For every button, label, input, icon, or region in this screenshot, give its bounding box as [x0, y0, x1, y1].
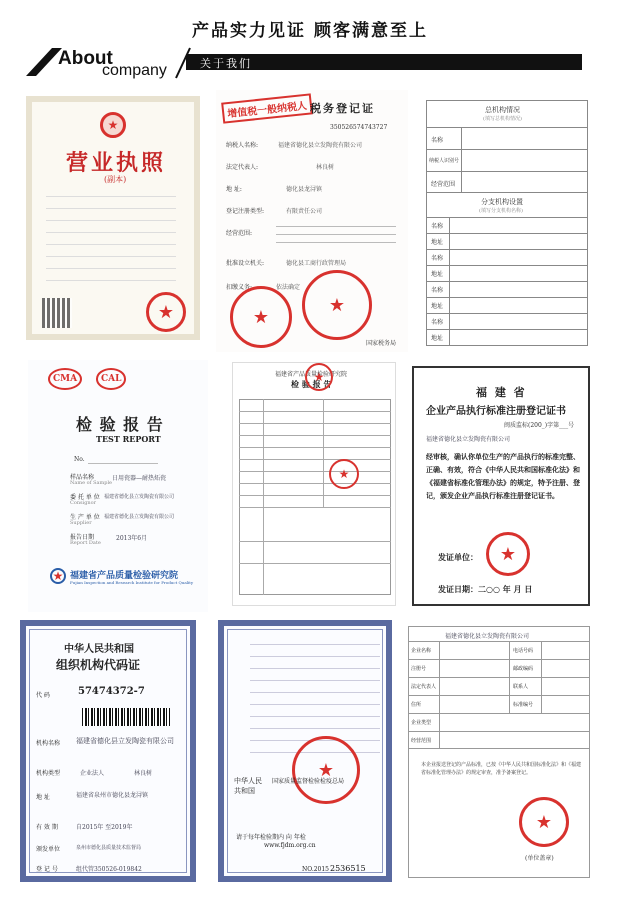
tax-field-value: 福建省德化县立发陶瓷有限公司	[278, 142, 363, 149]
institute-logo-icon	[50, 568, 66, 584]
org-back-website: www.fjdm.org.cn	[264, 842, 316, 849]
tax-issuer: 国家税务局	[366, 340, 397, 347]
tax-field-value: 依法确定	[276, 284, 301, 291]
registration-form	[408, 626, 590, 878]
report-field-label: 样品名称	[70, 474, 95, 481]
branch-label: 名称	[431, 319, 444, 326]
tax-bureau-seal-icon	[230, 286, 292, 348]
std-company: 福建省德化县立发陶瓷有限公司	[426, 436, 511, 443]
report-field-value: 日用瓷器—耐热炻瓷	[112, 475, 167, 482]
inspection-report	[232, 362, 396, 606]
report-field-label: 委 托 单 位	[70, 494, 100, 501]
org-legal-rep: 林良树	[134, 770, 153, 777]
reg-form-note: 本企业报送登记的产品标准，已按《中华人民共和国标准化法》和《福建省标准化管理办法》的规定审查，准予备案登记。	[421, 762, 582, 776]
reg-form-right-label: 电话号码	[513, 648, 534, 654]
report-title: 检 验 报 告	[76, 415, 164, 434]
tax-field-label: 批准设立机关:	[226, 260, 265, 267]
inspection-seal-icon	[305, 363, 333, 391]
org-address-value: 福建省泉州市德化县龙浔镇	[76, 792, 149, 799]
org-back-issuer: 国家质量监督检验检疫总局	[272, 778, 345, 785]
branch-label: 名称	[431, 255, 444, 262]
report-field-label: 报告日期	[70, 534, 95, 541]
org-code-value: 57474372-7	[78, 686, 145, 697]
about-company-banner	[22, 44, 582, 80]
inspection-header: 福建省产品质量检验研究院	[275, 371, 348, 378]
tax-field-value: 德化县工商行政管理局	[286, 260, 347, 267]
branch-info-form	[426, 100, 588, 346]
org-field-label: 颁发单位	[36, 846, 61, 853]
org-code-certificate-back	[218, 620, 392, 882]
org-field-label: 登 记 号	[36, 866, 58, 873]
reg-form-label: 经营范围	[411, 738, 432, 744]
reg-form-right-label: 标准编号	[513, 702, 534, 708]
org-code-certificate	[20, 620, 196, 882]
report-field-label-en: Report Date	[70, 540, 101, 546]
reg-form-seal-icon	[519, 797, 569, 847]
tax-field-value: 林良树	[316, 164, 335, 171]
org-back-serial: 2536515	[330, 864, 366, 873]
org-title-1: 中华人民共和国	[64, 644, 134, 655]
test-report	[28, 360, 208, 612]
qr-code-icon	[42, 298, 72, 328]
reg-form-label: 企业类型	[411, 720, 432, 726]
report-no-label: No.	[74, 456, 85, 463]
tax-field-label: 地 址:	[226, 186, 242, 193]
license-title: 营业执照	[66, 150, 167, 176]
org-back-country: 中华人民共和国	[234, 777, 262, 795]
org-field-label: 机构类型	[36, 770, 61, 777]
org-field-value: 自2015年 至2019年	[76, 824, 133, 831]
about-title-cn: 关于我们	[200, 57, 252, 70]
report-field-value: 福建省德化县立发陶瓷有限公司	[104, 494, 175, 500]
cal-logo: CAL	[96, 368, 126, 390]
general-taxpayer-stamp: 增值税一般纳税人	[221, 93, 313, 123]
license-subtitle: (副本)	[104, 175, 127, 184]
org-back-serial-prefix: NO.2015	[302, 866, 329, 873]
barcode-icon	[82, 708, 170, 726]
report-field-value: 福建省德化县立发陶瓷有限公司	[104, 514, 175, 520]
reg-form-header: 福建省德化县立发陶瓷有限公司	[445, 633, 530, 640]
reg-form-label: 法定代表人	[411, 684, 437, 690]
branch-title-1: 总机构情况	[485, 106, 520, 114]
reg-form-label: 注册号	[411, 666, 427, 672]
org-field-label: 有 效 期	[36, 824, 58, 831]
about-subtitle-en: company	[102, 62, 167, 79]
branch-label: 地址	[431, 303, 444, 310]
tax-field-label: 登记注册类型:	[226, 208, 265, 215]
slogan: 产品实力见证 顾客满意至上	[192, 21, 428, 41]
std-issuer-label: 发证单位：	[438, 552, 478, 562]
org-code-label: 代 码	[36, 692, 50, 699]
branch-label: 地址	[431, 271, 444, 278]
std-reg-no: 闽质监标(200_)字第___号	[504, 422, 575, 429]
cma-logo: CMA	[48, 368, 82, 390]
branch-label: 名称	[431, 223, 444, 230]
branch-row-label: 名称	[431, 137, 444, 144]
tax-field-value: 德化县龙浔镇	[286, 186, 323, 193]
tax-field-label: 纳税人名称:	[226, 142, 259, 149]
tax-bureau-seal-2-icon	[302, 270, 372, 340]
org-back-notes: 请于每年检验期内 向 年检	[236, 834, 306, 841]
branch-title-1-sub: (填写总机构情况)	[483, 116, 522, 122]
tax-field-label: 法定代表人:	[226, 164, 259, 171]
org-field-value: 泉州市德化县质量技术监督局	[76, 845, 142, 851]
report-field-label-en: Supplier	[70, 520, 92, 526]
license-seal-icon	[146, 292, 186, 332]
inspection-title: 检 验 报 告	[291, 379, 332, 389]
branch-row-label: 经营范围	[431, 181, 456, 188]
branch-title-2: 分支机构设置	[481, 198, 523, 206]
branch-label: 地址	[431, 335, 444, 342]
tax-field-value: 有限责任公司	[286, 208, 323, 215]
report-field-label-en: Consignor	[70, 500, 97, 506]
reg-form-label: 企业名称	[411, 648, 432, 654]
national-emblem-seal-icon	[292, 736, 360, 804]
report-field-label: 生 产 单 位	[70, 514, 100, 521]
tax-title: 税务登记证	[310, 102, 375, 115]
tax-number: 350526574743727	[330, 124, 388, 131]
org-field-value: 企业法人	[80, 770, 105, 777]
reg-form-label: 住所	[411, 702, 422, 708]
reg-form-right-label: 联系人	[513, 684, 529, 690]
branch-row-label: 纳税人识别号	[429, 158, 460, 164]
tax-field-label: 扣缴义务:	[226, 284, 253, 291]
org-field-label: 地 址	[36, 794, 50, 801]
org-field-value: 组代管350526-019842	[76, 866, 142, 873]
std-seal-icon	[486, 532, 530, 576]
branch-label: 名称	[431, 287, 444, 294]
std-province: 福 建 省	[476, 386, 527, 399]
tax-registration-certificate	[216, 90, 408, 352]
standard-registration-certificate	[412, 366, 590, 606]
report-institute: 福建省产品质量检验研究院	[70, 571, 179, 581]
reg-form-right-label: 邮政编码	[513, 666, 534, 672]
report-field-value: 2013年6月	[116, 535, 148, 542]
branch-title-2-sub: (填写分支机构名称)	[479, 208, 523, 214]
national-emblem-icon	[100, 112, 126, 138]
inspection-seal-2-icon	[329, 459, 359, 489]
org-field-label: 机构名称	[36, 740, 61, 747]
std-date-label: 发证日期：二○○ 年 月 日	[438, 584, 533, 594]
report-institute-en: Fujian Inspection and Research Institute for Product Quality	[70, 580, 194, 585]
std-body: 经审核，确认你单位生产的产品执行的标准完整、正确、有效，符合《中华人民共和国标准化法》和《福建省标准化管理办法》的规定，特予注册、登记，颁发企业产品执行标准注册登记证书。	[426, 452, 580, 500]
business-license	[26, 96, 200, 340]
report-field-label-en: Name of Sample	[70, 480, 113, 486]
reg-form-stamp-label: (单位盖章)	[525, 855, 554, 862]
org-name-value: 福建省德化县立发陶瓷有限公司	[76, 737, 174, 745]
tax-field-label: 经营范围:	[226, 230, 253, 237]
branch-label: 地址	[431, 239, 444, 246]
std-title: 企业产品执行标准注册登记证书	[426, 406, 566, 417]
report-title-en: TEST REPORT	[96, 434, 161, 444]
about-title-en: About	[58, 48, 113, 69]
org-title-2: 组织机构代码证	[56, 658, 141, 672]
